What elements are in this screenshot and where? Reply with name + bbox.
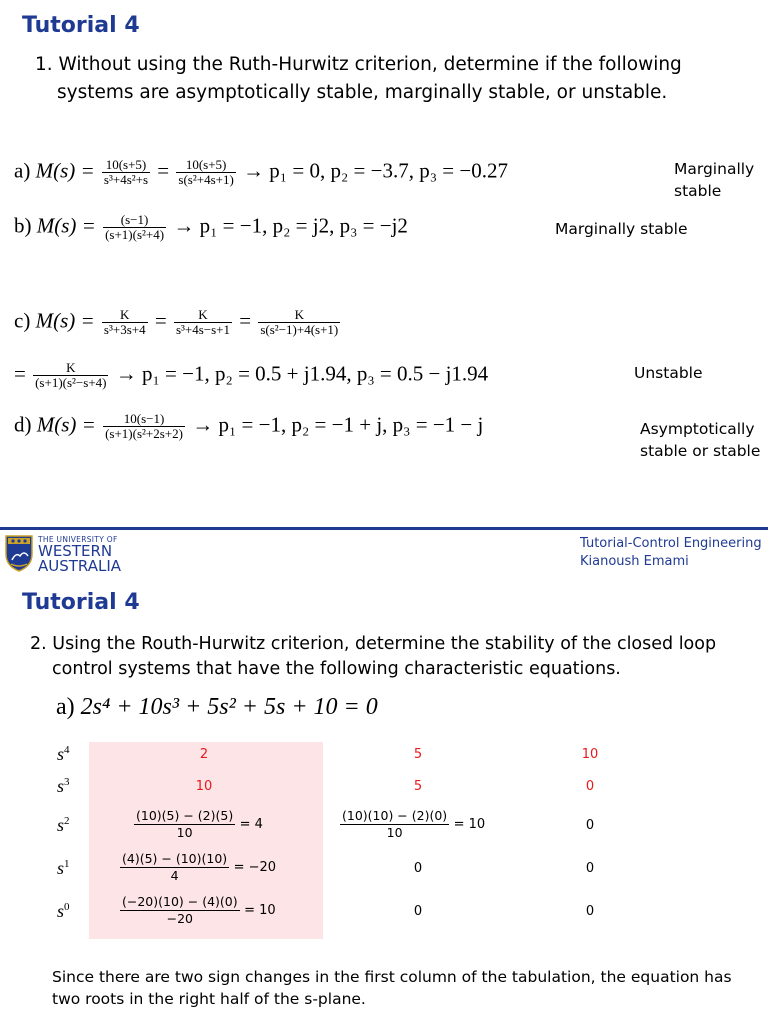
row-label-s3: $s^3$ — [57, 776, 70, 796]
part-a-fraction-1 — [102, 158, 150, 187]
denominator: 10 — [340, 824, 449, 841]
routh-s1-c2: 0 — [413, 861, 423, 876]
part-a-answer: Marginally stable — [674, 160, 755, 200]
part-c-fraction-4 — [33, 361, 108, 390]
routh-s0-c3: 0 — [585, 904, 595, 919]
denominator: (s+1)(s²−s+4) — [35, 375, 107, 390]
part-c-poles: → p₁ = −1, p₂ = 0.5 + j1.94, p₃ = 0.5 − j1.94 — [115, 361, 489, 386]
slide1-title: Tutorial 4 — [22, 13, 140, 38]
routh-s0-c1 — [120, 894, 276, 927]
numerator: K — [198, 307, 208, 322]
numerator: 10(s−1) — [123, 411, 165, 426]
routh-s1-c3: 0 — [585, 861, 595, 876]
numerator: K — [66, 360, 76, 375]
row-label-s1: $s^1$ — [57, 858, 70, 878]
routh-s2-c1 — [134, 808, 263, 841]
denominator: s(s²+4s+1) — [178, 172, 234, 187]
numerator: (10)(10) − (2)(0) — [342, 808, 448, 823]
routh-s3-c1: 10 — [195, 779, 213, 794]
denominator: −20 — [120, 910, 240, 927]
numerator: 10(s+5) — [185, 157, 227, 172]
part-a-label: a) — [14, 158, 31, 183]
part-b-poles: → p₁ = −1, p₂ = j2, p₃ = −j2 — [173, 213, 408, 238]
numerator: (−20)(10) − (4)(0) — [122, 894, 238, 909]
numerator: (4)(5) − (10)(10) — [122, 851, 228, 866]
routh-s3-c2: 5 — [413, 779, 423, 794]
question-2: 2. Using the Routh-Hurwitz criterion, determine the stability of the closed loop control systems that have the following characteristic equations. — [30, 634, 717, 679]
question-1: 1. Without using the Ruth-Hurwitz criterion, determine if the following systems are asymptotically stable, marginally stable, or unstable. — [35, 54, 682, 103]
part-c-answer: Unstable — [634, 364, 703, 382]
row-label-s4: $s^4$ — [57, 744, 70, 764]
numerator: (10)(5) − (2)(5) — [136, 808, 234, 823]
denominator: 10 — [134, 824, 235, 841]
result: = −20 — [233, 860, 277, 875]
part-c-equation-continued: = $\frac{K}{\text{(s+1)(s²−s+4)}}$ → p₁ = −1, p₂ = 0.5 + j1.94, p₃ = 0.5 − j1.94 — [14, 360, 489, 390]
part-a-lhs: M(s) = — [35, 158, 95, 183]
part-b-label: b) — [14, 213, 32, 238]
university-crest-icon — [4, 534, 34, 572]
routh-s0-c2: 0 — [413, 904, 423, 919]
routh-s1-c1 — [120, 851, 276, 884]
part-c-equation: c) M(s) = $\frac{K}{\text{s³+3s+4}}$ = $\frac{K}{\text{s³+4s−s+1}}$ = $\frac{K}{\text{s(s²−1)+4(s+1)}}$ — [14, 307, 339, 337]
part-d-answer: Asymptotically stable or stable — [640, 420, 761, 460]
conclusion-text: Since there are two sign changes in the first column of the tabulation, the equation has two roots in the right half of the s-plane. — [52, 968, 732, 1008]
numerator: 10(s+5) — [105, 157, 147, 172]
part-c-fraction-3 — [258, 308, 340, 337]
characteristic-equation — [56, 694, 378, 721]
part-c-fraction-2 — [174, 308, 232, 337]
row-label-s0: $s^0$ — [57, 901, 70, 921]
slide-divider — [0, 527, 768, 530]
course-name: Tutorial-Control Engineering — [580, 536, 762, 551]
routh-s4-c3: 10 — [581, 747, 599, 762]
result: = 10 — [244, 903, 276, 918]
part-c-label: c) — [14, 308, 31, 333]
result: = 4 — [239, 817, 263, 832]
numerator: K — [294, 307, 304, 322]
denominator: s³+4s²+s — [103, 172, 149, 187]
part-b-equation — [14, 213, 408, 242]
denominator: 4 — [120, 867, 229, 884]
numerator: K — [120, 307, 130, 322]
routh-s2-c2 — [340, 808, 485, 841]
denominator: (s+1)(s²+4) — [105, 227, 165, 242]
numerator: (s−1) — [120, 212, 149, 227]
part-a-equation: a) M(s) = $\frac{10(s+5)}{\text{s³+4s²+s}}$ = $\frac{10(s+5)}{\text{s(s²+4s+1)}}$ → p₁ = 0, p₂ = −3.7, p₃ = −0.27 — [14, 157, 508, 187]
part-c-lhs: M(s) = — [35, 308, 95, 333]
part-d-poles: → p₁ = −1, p₂ = −1 + j, p₃ = −1 − j — [192, 412, 484, 437]
denominator: s(s²−1)+4(s+1) — [260, 322, 339, 337]
routh-s4-c2: 5 — [413, 747, 423, 762]
university-name-line3: AUSTRALIA — [38, 557, 122, 575]
routh-s4-c1: 2 — [199, 747, 209, 762]
denominator: s³+3s+4 — [103, 322, 146, 337]
part-b-lhs: M(s) = — [36, 213, 96, 238]
university-name-line1: THE UNIVERSITY OF — [38, 535, 118, 544]
part-d-lhs: M(s) = — [36, 412, 96, 437]
slide2-title: Tutorial 4 — [22, 590, 140, 615]
result: = 10 — [453, 817, 486, 832]
part-a-fraction-2 — [176, 158, 235, 187]
part-d-label: d) — [14, 412, 32, 437]
university-name-line2: WESTERN — [38, 542, 113, 560]
part-b-answer: Marginally stable — [555, 220, 688, 238]
equation-text: 2s⁴ + 10s³ + 5s² + 5s + 10 = 0 — [80, 694, 378, 720]
part-c-fraction-1 — [102, 308, 148, 337]
denominator: (s+1)(s²+2s+2) — [105, 426, 183, 441]
equation-label: a) — [56, 694, 75, 720]
part-b-fraction-1 — [103, 213, 166, 242]
part-a-poles: → p₁ = 0, p₂ = −3.7, p₃ = −0.27 — [243, 158, 508, 183]
routh-s2-c3: 0 — [585, 818, 595, 833]
denominator: s³+4s−s+1 — [175, 322, 231, 337]
part-d-fraction-1 — [103, 412, 185, 441]
row-label-s2: $s^2$ — [57, 815, 70, 835]
routh-s3-c3: 0 — [585, 779, 595, 794]
author-name: Kianoush Emami — [580, 554, 689, 569]
part-d-equation — [14, 412, 483, 441]
